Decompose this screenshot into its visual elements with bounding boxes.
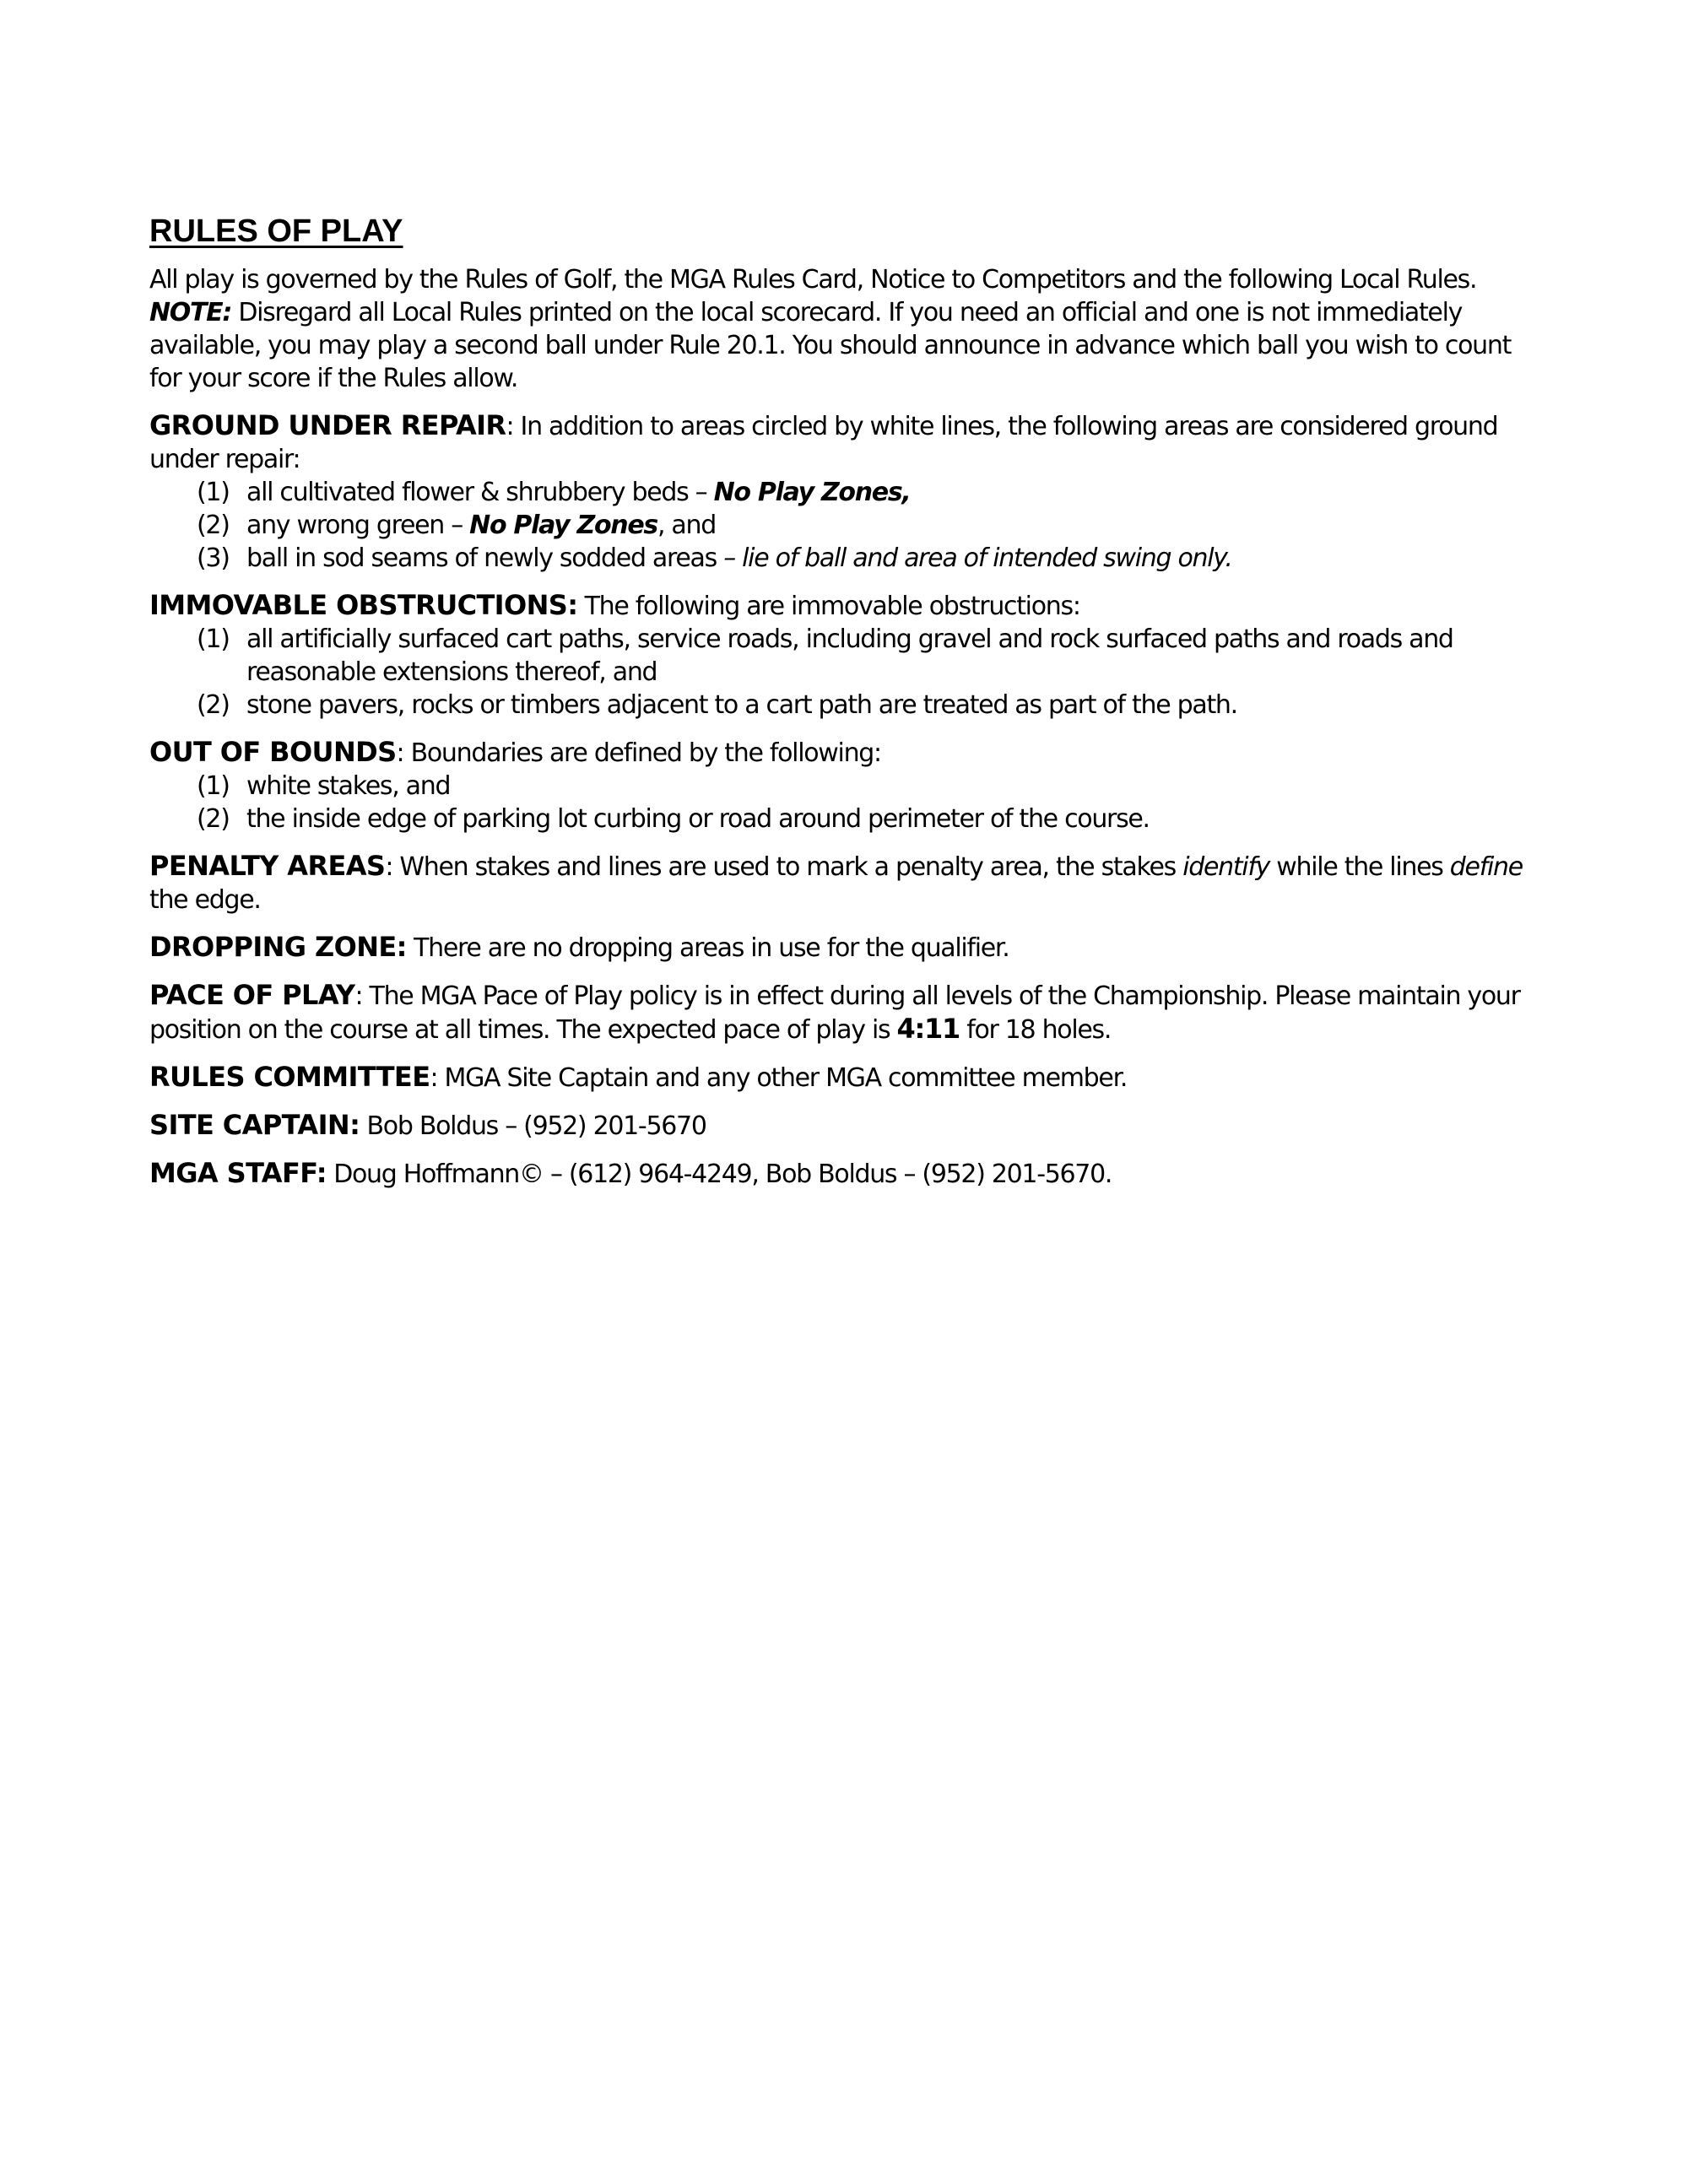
penalty-areas-section bbox=[149, 850, 1542, 916]
item-emphasis: No Play Zones bbox=[469, 511, 657, 540]
heading-colon: : bbox=[396, 738, 404, 768]
item-emphasis: – lie of ball and area of intended swing only. bbox=[723, 543, 1232, 573]
item-text: white stakes, and bbox=[246, 771, 451, 801]
section-text: the edge. bbox=[149, 885, 261, 915]
ground-under-repair-list bbox=[149, 476, 1542, 575]
rules-committee-section bbox=[149, 1061, 1542, 1095]
item-text: all cultivated flower & shrubbery beds – bbox=[246, 478, 714, 507]
item-text: any wrong green – bbox=[246, 511, 470, 540]
section-heading: RULES COMMITTEE bbox=[149, 1061, 430, 1093]
item-after: , and bbox=[657, 511, 716, 540]
define-emphasis: define bbox=[1449, 852, 1523, 882]
intro-section bbox=[149, 263, 1542, 395]
section-text: In addition to areas circled by white lines, the following areas are considered ground under repair: bbox=[149, 412, 1498, 474]
heading-colon: : bbox=[354, 981, 363, 1011]
section-text: The MGA Pace of Play policy is in effect during all levels of the Championship. Please maintain your position on the course at all times. The expected pace of play is bbox=[149, 981, 1520, 1045]
item-text: all artificially surfaced cart paths, service roads, including gravel and rock surfaced paths and roads and reasonable extensions thereof, and bbox=[246, 624, 1453, 687]
item-text: ball in sod seams of newly sodded areas bbox=[246, 543, 724, 573]
item-number: (2) bbox=[197, 690, 230, 720]
penalty-areas-paragraph bbox=[149, 850, 1542, 916]
pace-of-play-section bbox=[149, 979, 1542, 1046]
rules-committee-paragraph bbox=[149, 1061, 1542, 1095]
item-number: (1) bbox=[197, 478, 230, 507]
section-text: while the lines bbox=[1269, 852, 1450, 882]
out-of-bounds-list bbox=[149, 770, 1542, 835]
item-number: (1) bbox=[197, 771, 230, 801]
mga-staff-section bbox=[149, 1157, 1542, 1191]
site-captain-paragraph bbox=[149, 1109, 1542, 1143]
out-of-bounds-section bbox=[149, 736, 1542, 835]
item-text: stone pavers, rocks or timbers adjacent to a cart path are treated as part of the path. bbox=[246, 690, 1237, 720]
intro-text-2: Disregard all Local Rules printed on the local scorecard. If you need an official and one is not immediately available, you may play a second ball under Rule 20.1. You should announce in advance which ball you wish to count for your score if the Rules allow. bbox=[149, 298, 1512, 393]
item-number: (2) bbox=[197, 511, 230, 540]
section-text: There are no dropping areas in use for the qualifier. bbox=[406, 933, 1009, 963]
section-heading: GROUND UNDER REPAIR bbox=[149, 409, 506, 441]
page-title: RULES OF PLAY bbox=[149, 214, 403, 249]
pace-time: 4:11 bbox=[896, 1013, 960, 1045]
dropping-zone-section bbox=[149, 931, 1542, 965]
item-text: the inside edge of parking lot curbing or road around perimeter of the course. bbox=[246, 804, 1150, 834]
list-item bbox=[149, 509, 1542, 542]
section-text: MGA Site Captain and any other MGA committee member. bbox=[437, 1063, 1128, 1093]
list-item bbox=[149, 803, 1542, 835]
immovable-obstructions-section bbox=[149, 589, 1542, 722]
item-number: (1) bbox=[197, 624, 230, 654]
section-heading: IMMOVABLE OBSTRUCTIONS: bbox=[149, 589, 578, 621]
list-item bbox=[149, 689, 1542, 722]
item-number: (2) bbox=[197, 804, 230, 834]
list-item bbox=[149, 623, 1542, 689]
section-heading: OUT OF BOUNDS bbox=[149, 736, 397, 768]
identify-emphasis: identify bbox=[1182, 852, 1270, 882]
item-emphasis: No Play Zones, bbox=[713, 478, 911, 507]
heading-colon: : bbox=[506, 412, 514, 441]
item-number: (3) bbox=[197, 543, 230, 573]
section-heading: DROPPING ZONE: bbox=[149, 931, 407, 963]
document-page bbox=[149, 211, 1542, 1205]
section-text: for 18 holes. bbox=[959, 1015, 1112, 1045]
heading-colon: : bbox=[385, 852, 393, 882]
mga-staff-paragraph bbox=[149, 1157, 1542, 1191]
pace-of-play-paragraph bbox=[149, 979, 1542, 1046]
list-item bbox=[149, 770, 1542, 803]
section-text: Boundaries are defined by the following: bbox=[403, 738, 881, 768]
dropping-zone-paragraph bbox=[149, 931, 1542, 965]
section-text: Doug Hoffmann© – (612) 964-4249, Bob Boldus – (952) 201-5670. bbox=[326, 1160, 1112, 1189]
section-heading: PACE OF PLAY bbox=[149, 979, 355, 1011]
section-text: When stakes and lines are used to mark a penalty area, the stakes bbox=[392, 852, 1183, 882]
list-item bbox=[149, 542, 1542, 575]
section-heading: PENALTY AREAS bbox=[149, 850, 386, 882]
intro-paragraph bbox=[149, 263, 1542, 395]
ground-under-repair-section bbox=[149, 409, 1542, 575]
immovable-obstructions-list bbox=[149, 623, 1542, 722]
ground-under-repair-paragraph bbox=[149, 409, 1542, 476]
out-of-bounds-paragraph bbox=[149, 736, 1542, 770]
intro-text-1: All play is governed by the Rules of Golf, the MGA Rules Card, Notice to Competitors and the following Local Rules. bbox=[149, 265, 1477, 295]
immovable-obstructions-paragraph bbox=[149, 589, 1542, 623]
section-heading: SITE CAPTAIN: bbox=[149, 1109, 360, 1141]
list-item bbox=[149, 476, 1542, 509]
section-text: Bob Boldus – (952) 201-5670 bbox=[360, 1111, 706, 1141]
note-label: NOTE: bbox=[149, 298, 232, 327]
heading-colon: : bbox=[430, 1063, 438, 1093]
section-heading: MGA STAFF: bbox=[149, 1157, 327, 1189]
site-captain-section bbox=[149, 1109, 1542, 1143]
section-text: The following are immovable obstructions: bbox=[577, 592, 1080, 621]
